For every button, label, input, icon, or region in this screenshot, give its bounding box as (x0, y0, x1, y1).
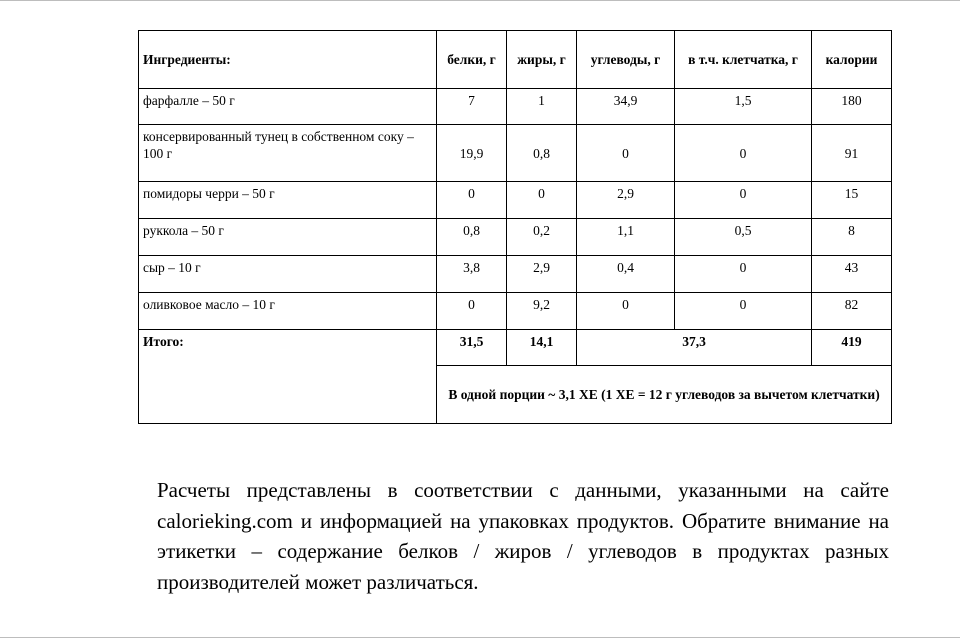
table-row (139, 89, 892, 125)
fat-cell: 0,2 (507, 219, 577, 256)
protein-cell: 0,8 (437, 219, 507, 256)
fiber-cell: 0,5 (675, 219, 812, 256)
table-row (139, 293, 892, 330)
calories-cell: 82 (812, 293, 892, 330)
protein-cell: 7 (437, 89, 507, 125)
fat-cell: 2,9 (507, 256, 577, 293)
header-fat: жиры, г (507, 31, 577, 89)
header-row (139, 31, 892, 89)
disclaimer-paragraph: Расчеты представлены в соответствии с данными, указанными на сайте calorieking.com и информацией на упаковках продуктов. Обратите внимание на этикетки – содержание белков / жиров / углеводов в продуктах разных производителей может различаться. (157, 478, 889, 594)
total-carbs: 37,3 (577, 330, 812, 366)
calories-cell: 91 (812, 125, 892, 182)
bottom-rule (0, 637, 960, 638)
total-calories: 419 (812, 330, 892, 366)
header-ingredients: Ингредиенты: (139, 31, 437, 89)
fat-cell: 9,2 (507, 293, 577, 330)
table-row (139, 125, 892, 182)
table-row (139, 256, 892, 293)
fiber-cell: 0 (675, 256, 812, 293)
header-calories: калории (812, 31, 892, 89)
ingredient-name: руккола – 50 г (139, 219, 437, 256)
carbs-cell: 1,1 (577, 219, 675, 256)
serving-note: В одной порции ~ 3,1 ХЕ (1 ХЕ = 12 г углеводов за вычетом клетчатки) (437, 366, 892, 424)
fiber-cell: 0 (675, 125, 812, 182)
total-fat: 14,1 (507, 330, 577, 366)
fiber-cell: 0 (675, 293, 812, 330)
total-label: Итого: (139, 330, 437, 424)
fat-cell: 1 (507, 89, 577, 125)
protein-cell: 0 (437, 182, 507, 219)
total-row (139, 330, 892, 366)
calories-cell: 8 (812, 219, 892, 256)
calories-cell: 43 (812, 256, 892, 293)
carbs-cell: 0,4 (577, 256, 675, 293)
table-row (139, 219, 892, 256)
header-fiber: в т.ч. клетчатка, г (675, 31, 812, 89)
ingredient-name: сыр – 10 г (139, 256, 437, 293)
calories-cell: 15 (812, 182, 892, 219)
carbs-cell: 2,9 (577, 182, 675, 219)
carbs-cell: 34,9 (577, 89, 675, 125)
carbs-cell: 0 (577, 293, 675, 330)
carbs-cell: 0 (577, 125, 675, 182)
ingredient-name: оливковое масло – 10 г (139, 293, 437, 330)
top-rule (0, 0, 960, 1)
protein-cell: 0 (437, 293, 507, 330)
fiber-cell: 1,5 (675, 89, 812, 125)
ingredient-name: помидоры черри – 50 г (139, 182, 437, 219)
ingredient-name: фарфалле – 50 г (139, 89, 437, 125)
fat-cell: 0,8 (507, 125, 577, 182)
protein-cell: 19,9 (437, 125, 507, 182)
ingredient-name: консервированный тунец в собственном соку – 100 г (139, 125, 437, 182)
header-carbs: углеводы, г (577, 31, 675, 89)
header-protein: белки, г (437, 31, 507, 89)
nutrition-table (138, 30, 892, 424)
protein-cell: 3,8 (437, 256, 507, 293)
calories-cell: 180 (812, 89, 892, 125)
total-protein: 31,5 (437, 330, 507, 366)
fiber-cell: 0 (675, 182, 812, 219)
fat-cell: 0 (507, 182, 577, 219)
table-row (139, 182, 892, 219)
